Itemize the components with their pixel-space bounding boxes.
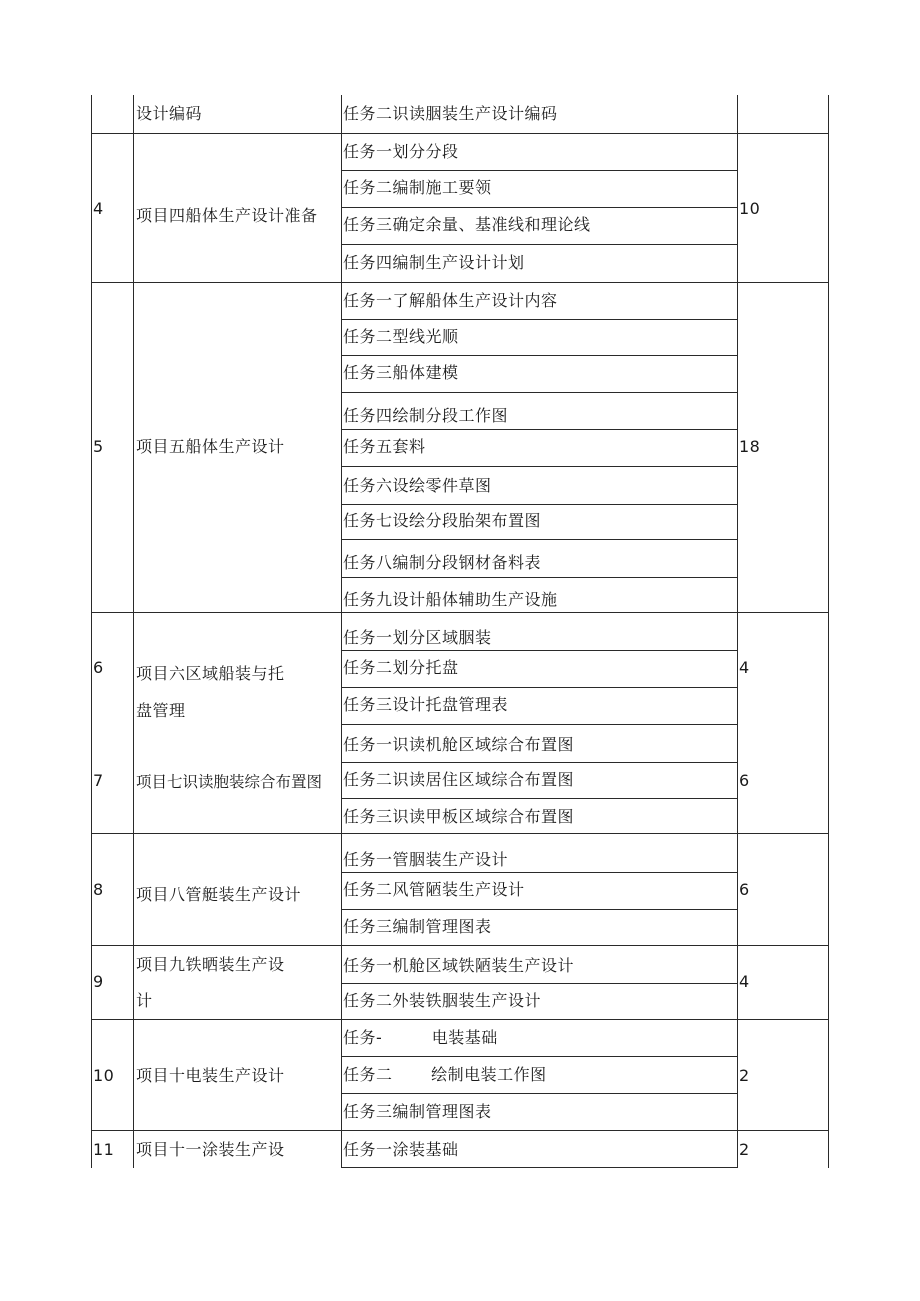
- task-name: 任务二外装铁胭装生产设计: [343, 991, 542, 1010]
- row-number: 8: [93, 880, 104, 899]
- task-sep: [341, 355, 738, 356]
- project-name: 项目四船体生产设计准备: [136, 206, 318, 225]
- task-name: 任务二划分托盘: [343, 658, 459, 677]
- task-sep: [341, 207, 738, 208]
- task-name: 任务三确定余量、基准线和理论线: [343, 215, 591, 234]
- project-name: 项目五船体生产设计: [136, 437, 285, 456]
- task-name: 任务一机舱区域铁陋装生产设计: [343, 956, 575, 975]
- task-sep: [341, 319, 738, 320]
- project-name: 项目六区域船装与托: [136, 664, 285, 683]
- task-sep: [341, 872, 738, 873]
- task-sep: [341, 762, 738, 763]
- class-hours: 6: [739, 880, 750, 899]
- task-name: 任务三编制管理图表: [343, 1102, 492, 1121]
- task-name: 任务一划分分段: [343, 142, 459, 161]
- row-number: 6: [93, 658, 104, 677]
- task-name: 任务三识读甲板区域综合布置图: [343, 807, 575, 826]
- task-name: 任务二编制施工要领: [343, 178, 492, 197]
- border-col1: [133, 95, 134, 1168]
- row-sep: [91, 1019, 829, 1020]
- task-sep: [341, 650, 738, 651]
- task-sep: [341, 392, 738, 393]
- task-sep: [341, 1167, 738, 1168]
- row-number: 10: [93, 1066, 115, 1085]
- task-name: 任务一管胭装生产设计: [343, 850, 509, 869]
- row-number: 9: [93, 972, 104, 991]
- row-number: 4: [93, 199, 104, 218]
- class-hours: 2: [739, 1140, 750, 1159]
- row-number: 11: [93, 1140, 115, 1159]
- task-name: 任务六设绘零件草图: [343, 476, 492, 495]
- task-name: 任务- 电装基础: [343, 1028, 498, 1047]
- task-sep: [341, 1056, 738, 1057]
- class-hours: 2: [739, 1066, 750, 1085]
- row-sep: [91, 945, 829, 946]
- task-sep: [341, 1093, 738, 1094]
- task-name: 任务一识读机舱区域综合布置图: [343, 735, 575, 754]
- task-name: 任务九设计船体辅助生产设施: [343, 590, 558, 609]
- row-sep: [91, 282, 829, 283]
- task-name: 任务四绘制分段工作图: [343, 406, 509, 425]
- task-sep: [341, 429, 738, 430]
- row-number: 5: [93, 437, 104, 456]
- project-name: 项目十电装生产设计: [136, 1066, 285, 1085]
- task-name: 任务四编制生产设计计划: [343, 253, 525, 272]
- task-sep: [341, 504, 738, 505]
- task-name: 任务二识读居住区域综合布置图: [343, 770, 575, 789]
- task-sep: [341, 170, 738, 171]
- task-sep: [341, 577, 738, 578]
- project-name: 项目七识读胞装综合布置图: [136, 773, 323, 791]
- class-hours: 18: [739, 437, 761, 456]
- task-name: 任务八编制分段钢材备料表: [343, 553, 542, 572]
- task-name: 任务三船体建模: [343, 363, 459, 382]
- project-name: 项目十一涂装生产设: [136, 1140, 285, 1159]
- task-sep: [341, 687, 738, 688]
- task-name: 任务三编制管理图表: [343, 917, 492, 936]
- task-name: 任务二 绘制电装工作图: [343, 1065, 547, 1084]
- project-name: 设计编码: [136, 104, 203, 123]
- task-name: 任务七设绘分段胎架布置图: [343, 511, 542, 530]
- class-hours: 6: [739, 771, 750, 790]
- row-number: 7: [93, 771, 104, 790]
- task-sep: [341, 244, 738, 245]
- task-sep: [341, 983, 738, 984]
- row-sep: [91, 1130, 829, 1131]
- project-name: 项目九铁晒装生产设: [136, 955, 285, 974]
- task-name: 任务一涂装基础: [343, 1140, 459, 1159]
- task-name: 任务二风管陋装生产设计: [343, 880, 525, 899]
- border-right: [828, 95, 829, 1168]
- task-name: 任务一划分区域胭装: [343, 628, 492, 647]
- border-col2: [341, 95, 342, 1168]
- project-name: 计: [136, 991, 153, 1010]
- task-name: 任务二识读胭装生产设计编码: [343, 104, 558, 123]
- task-name: 任务三设计托盘管理表: [343, 695, 509, 714]
- row-sep: [91, 833, 829, 834]
- class-hours: 4: [739, 972, 750, 991]
- project-name: 项目八管艇装生产设计: [136, 885, 302, 904]
- task-name: 任务五套料: [343, 437, 426, 456]
- border-left: [91, 95, 92, 1168]
- row-sep: [91, 612, 829, 613]
- task-name: 任务二型线光顺: [343, 327, 459, 346]
- task-sep: [341, 539, 738, 540]
- task-sep: [341, 466, 738, 467]
- task-sep: [341, 724, 738, 725]
- project-name: 盘管理: [136, 701, 186, 720]
- task-name: 任务一了解船体生产设计内容: [343, 291, 558, 310]
- row-sep: [91, 133, 829, 134]
- border-col3: [737, 95, 738, 1168]
- class-hours: 4: [739, 658, 750, 677]
- class-hours: 10: [739, 199, 761, 218]
- task-sep: [341, 798, 738, 799]
- task-sep: [341, 909, 738, 910]
